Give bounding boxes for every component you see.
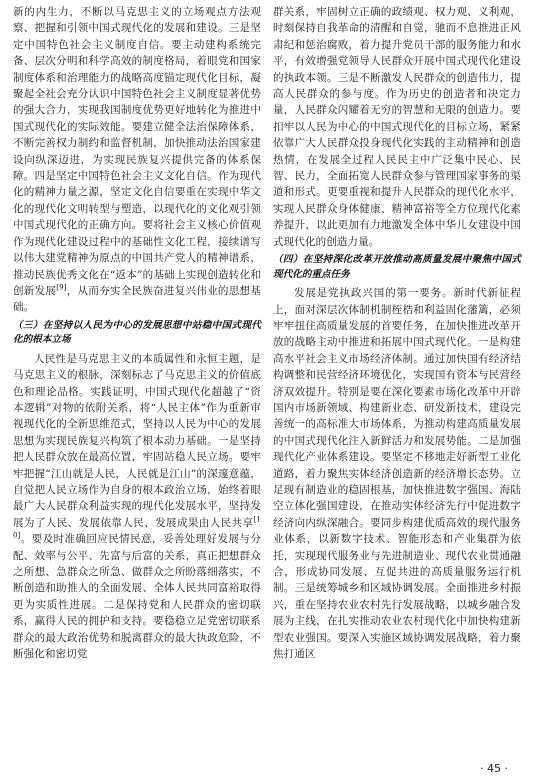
left-column bbox=[13, 4, 261, 662]
citation-marker: [10] bbox=[13, 515, 261, 540]
paragraph: 新的内生力，不断以马克思主义的立场观点方法观察、把握和引领中国式现代化的发展和建设。三是坚定中国特色社会主义制度自信。要主动建构系统完备、层次分明和科学高效的制度格局，着眼党和国家制度体系和治理能力的战略高度锚定现代化目标，凝聚起全社会充分认识中国特色社会主义制度显著优势的强大合力，实现我国制度优势更好地转化为推进中国式现代化的实际效能。要建立健全法治保障体系，不断完善权力制约和监督机制，加快推动法治国家建设向纵深迈进，为实现民族复兴提供完备的体系保障。四是坚定中国特色社会主义文化自信。作为现代化的精神力量之源，坚定文化自信要重在实现中华文化的现代化文明转型与塑造，以现代化的文化观引领中国式现代化的正确方向。要将社会主义核心价值观作为现代化建设过程中的基础性文化工程，接续谱写以伟大建党精神为原点的中国共产党人的精神谱系，推动民族优秀文化在“返本”的基础上实现创造转化和创新发展[9]，从而夯实全民族奋进复兴伟业的思想基础。 bbox=[13, 6, 261, 314]
right-column bbox=[273, 4, 521, 662]
page-number: · 45 · bbox=[480, 762, 508, 775]
paragraph: 发展是党执政兴国的第一要务。新时代新征程上，面对深层次体制机制桎梏和利益固化藩篱，必须牢牢扭住高质量发展的首要任务，在加快推进改革开放的战略主动中推进和拓展中国式现代化。一是构建高水平社会主义市场经济体制。通过加快国有经济结构调整和民营经济环境优化，实现国有资本与民营经济双效提升。特别是要在深化要素市场化改革中开辟国内市场新领域、构建新业态、研发新技术，建设完善统一的高标准大市场体系，为推动构建高质量发展的中国式现代化注入新鲜活力和发展势能。二是加强现代化产业体系建设。要坚定不移地走好新型工业化道路，着力聚焦实体经济创造新的经济增长态势。立足现有制造业的稳固根基，加快推进数字强国、海陆空立体化强国建设，在推动实体经济先行中促进数字经济向内纵深融合。要同步构建优质高效的现代服务业体系，以新数字技术、智能形态和产业集群为依托，实现现代服务业与先进制造业、现代农业贯通融合，形成协同发展、互促共进的高质量服务运行机制。三是统筹城乡和区域协调发展。全面推进乡村振兴，重在坚持农业农村先行发展战略，以城乡融合发展为主线，在扎实推动农业农村现代化中加快构建新型农业强国。要深入实施区域协调发展战略，着力聚焦打通区 bbox=[273, 287, 521, 661]
paragraph: 群关系，牢固树立正确的政绩观、权力观、义利观，时刻保持自我革命的清醒和自觉，驰而不息推进正风肃纪和惩治腐败，着力提升党员干部的服务能力和水平，有效增强党领导人民群众开展中国式现代化建设的执政本领。三是不断激发人民群众的创造伟力，提高人民群众的参与度。作为历史的创造者和决定力量，人民群众闪耀着无穷的智慧和无限的创造力。要扣牢以人民为中心的中国式现代化的目标立场，紧紧依靠广大人民群众投身现代化实践的主动精神和创造热情，在发展全过程人民民主中广泛集中民心、民智、民力，全面拓宽人民群众参与管理国家事务的渠道和形式。更要重视和提升人民群众的现代化水平，实现人民群众身体健康、精神富裕等全方位现代化素养提升，以此更加有力地激发全体中华儿女建设中国式现代化的创造力量。 bbox=[273, 6, 521, 248]
two-column-body bbox=[13, 4, 521, 662]
paragraph: 人民性是马克思主义的本质属性和永恒主题，是马克思主义的根脉，深刻标志了马克思主义的价值底色和理论品格。实践证明，中国式现代化超越了“资本逻辑”对物的依附关系，将“人民主体”作为重新审视现代化的全新思维范式，坚持以人民为中心的发展思想为实现民族复兴构筑了根本动力基础。一是坚持把人民群众放在最高位置，牢固站稳人民立场。要牢牢把握“江山就是人民，人民就是江山”的深邃意蕴，自觉把人民立场作为自身的根本政治立场，始终着眼最广大人民群众利益实现的现代化发展水平，坚持发展为了人民、发展依靠人民、发展成果由人民共享[10]。要及时准确回应民情民意，妥善处理好发展与分配、效率与公平、先富与后富的关系，真正把想群众之所想、急群众之所急、做群众之所盼落细落实，不断创造和助推人的全面发展、全体人民共同富裕取得更为实质性进展。二是保持党和人民群众的密切联系，赢得人民的拥护和支持。要稳稳立足党密切联系群众的最大政治优势和脱离群众的最大执政危险，不断强化和密切党 bbox=[13, 352, 261, 661]
section-heading: （三）在坚持以人民为中心的发展思想中站稳中国式现代化的根本立场 bbox=[13, 319, 261, 346]
citation-marker: [9] bbox=[56, 283, 67, 292]
section-heading: （四）在坚持深化改革开放推动高质量发展中聚焦中国式现代化的重点任务 bbox=[273, 254, 521, 280]
